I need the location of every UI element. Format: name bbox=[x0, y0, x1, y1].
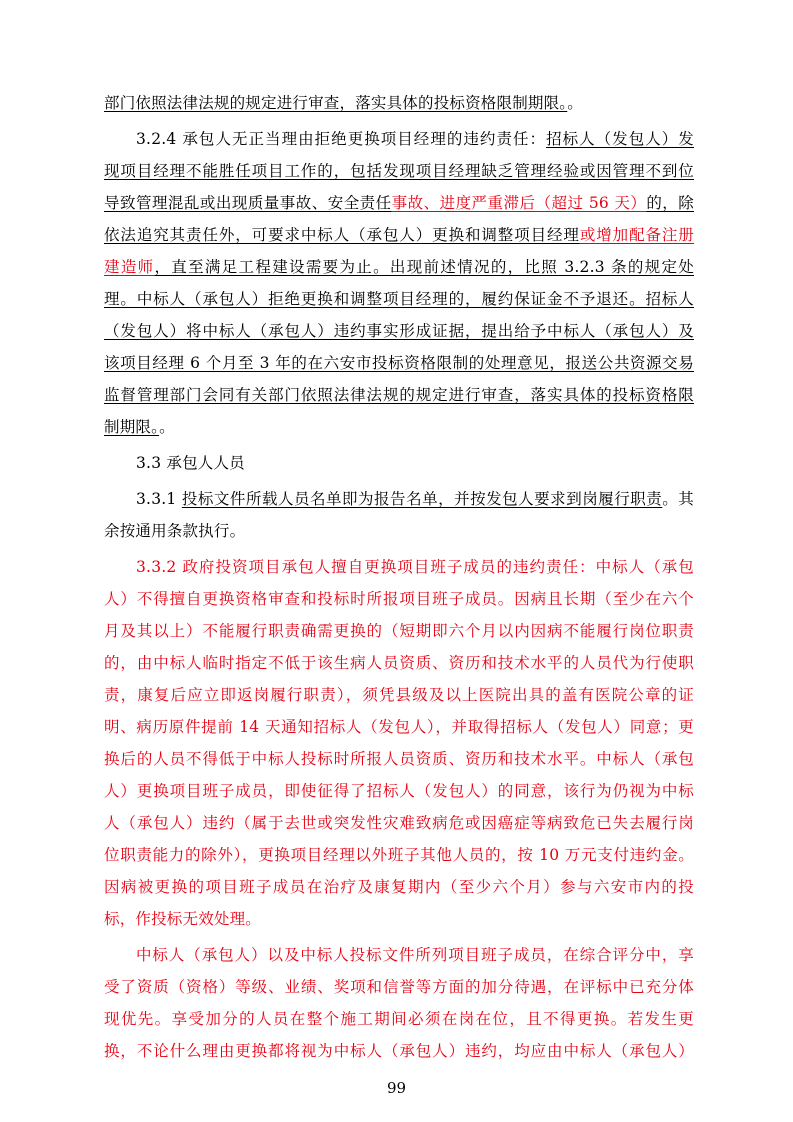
text-line: 该项目经理 6 个月至 3 年的在六安市投标资格限制的处理意见，报送公共资源交易 bbox=[104, 354, 694, 372]
text-line bbox=[104, 416, 694, 438]
text-segment: 导致管理混乱或出现质量事故、安全责任 bbox=[104, 194, 392, 212]
text-line bbox=[104, 92, 694, 114]
text-segment: 招标人（发包人）发 bbox=[546, 130, 695, 148]
text-line bbox=[136, 128, 694, 150]
text-line bbox=[136, 488, 694, 510]
text-line bbox=[104, 224, 694, 246]
text-segment: 。其 bbox=[662, 490, 694, 508]
text-segment: 3.2.4 承包人无正当理由拒绝更换项目经理的违约责任： bbox=[136, 130, 547, 148]
text-segment-highlight: 建造师 bbox=[104, 258, 155, 276]
section-heading: 3.3 承包人人员 bbox=[136, 454, 245, 472]
text-segment: 。 bbox=[159, 418, 175, 436]
text-segment-highlight: 事故、进度严重滞后（超过 56 天） bbox=[391, 194, 647, 212]
text-segment: 的，除 bbox=[646, 194, 694, 212]
text-line: 人）更换项目班子成员，即使征得了招标人（发包人）的同意，该行为仍视为中标 bbox=[104, 782, 694, 800]
text-segment: ，直至满足工程建设需要为止。出现前述情况的，比照 3.2.3 条的规定处 bbox=[154, 258, 695, 276]
text-line: 月及其以上）不能履行职责确需更换的（短期即六个月以内因病不能履行岗位职责 bbox=[104, 622, 694, 640]
text-line: 余按通用条款执行。 bbox=[104, 522, 246, 540]
text-line: 因病被更换的项目班子成员在治疗及康复期内（至少六个月）参与六安市内的投 bbox=[104, 878, 694, 896]
text-line: 中标人（承包人）以及中标人投标文件所列项目班子成员，在综合评分中，享 bbox=[136, 946, 694, 964]
text-segment: 依法追究其责任外，可要求中标人（承包人）更换和调整项目经理 bbox=[104, 226, 580, 244]
text-line: 标，作投标无效处理。 bbox=[104, 910, 262, 928]
text-line: 的，由中标人临时指定不低于该生病人员资质、资历和技术水平的人员代为行使职 bbox=[104, 654, 694, 672]
text-line: 人（承包人）违约（属于去世或突发性灾难致病危或因癌症等病致危已失去履行岗 bbox=[104, 814, 694, 832]
text-line bbox=[104, 192, 694, 214]
text-line bbox=[104, 256, 694, 278]
text-line: 受了资质（资格）等级、业绩、奖项和信誉等方面的加分待遇，在评标中已充分体 bbox=[104, 978, 694, 996]
text-line: 现优先。享受加分的人员在整个施工期间必须在岗在位，且不得更换。若发生更 bbox=[104, 1010, 694, 1028]
text-line: 明、病历原件提前 14 天通知招标人（发包人），并取得招标人（发包人）同意；更 bbox=[104, 718, 694, 736]
text-line: 人）不得擅自更换资格审查和投标时所报项目班子成员。因病且长期（至少在六个 bbox=[104, 590, 694, 608]
text-segment: 部门依照法律法规的规定进行审查，落实具体的投标资格限制期限。 bbox=[104, 94, 568, 112]
text-line: 换后的人员不得低于中标人投标时所报人员资质、资历和技术水平。中标人（承包 bbox=[104, 750, 694, 768]
text-segment: 制期限。 bbox=[104, 418, 160, 436]
text-line: （发包人）将中标人（承包人）违约事实形成证据，提出给予中标人（承包人）及 bbox=[104, 322, 694, 340]
text-line: 位职责能力的除外），更换项目经理以外班子其他人员的，按 10 万元支付违约金。 bbox=[104, 846, 694, 864]
text-line: 3.3.2 政府投资项目承包人擅自更换项目班子成员的违约责任：中标人（承包 bbox=[136, 558, 694, 576]
text-line: 监督管理部门会同有关部门依照法律法规的规定进行审查，落实具体的投标资格限 bbox=[104, 386, 694, 404]
text-line: 换，不论什么理由更换都将视为中标人（承包人）违约，均应由中标人（承包人） bbox=[104, 1042, 694, 1060]
text-segment: 投标文件所载人员名单即为报告名单，并按发包人要求到岗履行职责 bbox=[181, 490, 663, 508]
text-line: 责，康复后应立即返岗履行职责），须凭县级及以上医院出具的盖有医院公章的证 bbox=[104, 686, 694, 704]
text-line: 现项目经理不能胜任项目工作的，包括发现项目经理缺乏管理经验或因管理不到位 bbox=[104, 162, 694, 180]
text-segment-highlight: 或增加配备注册 bbox=[579, 226, 694, 244]
page-number: 99 bbox=[386, 1079, 407, 1097]
text-line: 理。中标人（承包人）拒绝更换和调整项目经理的，履约保证金不予退还。招标人 bbox=[104, 290, 694, 308]
text-segment: 3.3.1 bbox=[136, 490, 182, 508]
text-segment: 。 bbox=[567, 94, 583, 112]
